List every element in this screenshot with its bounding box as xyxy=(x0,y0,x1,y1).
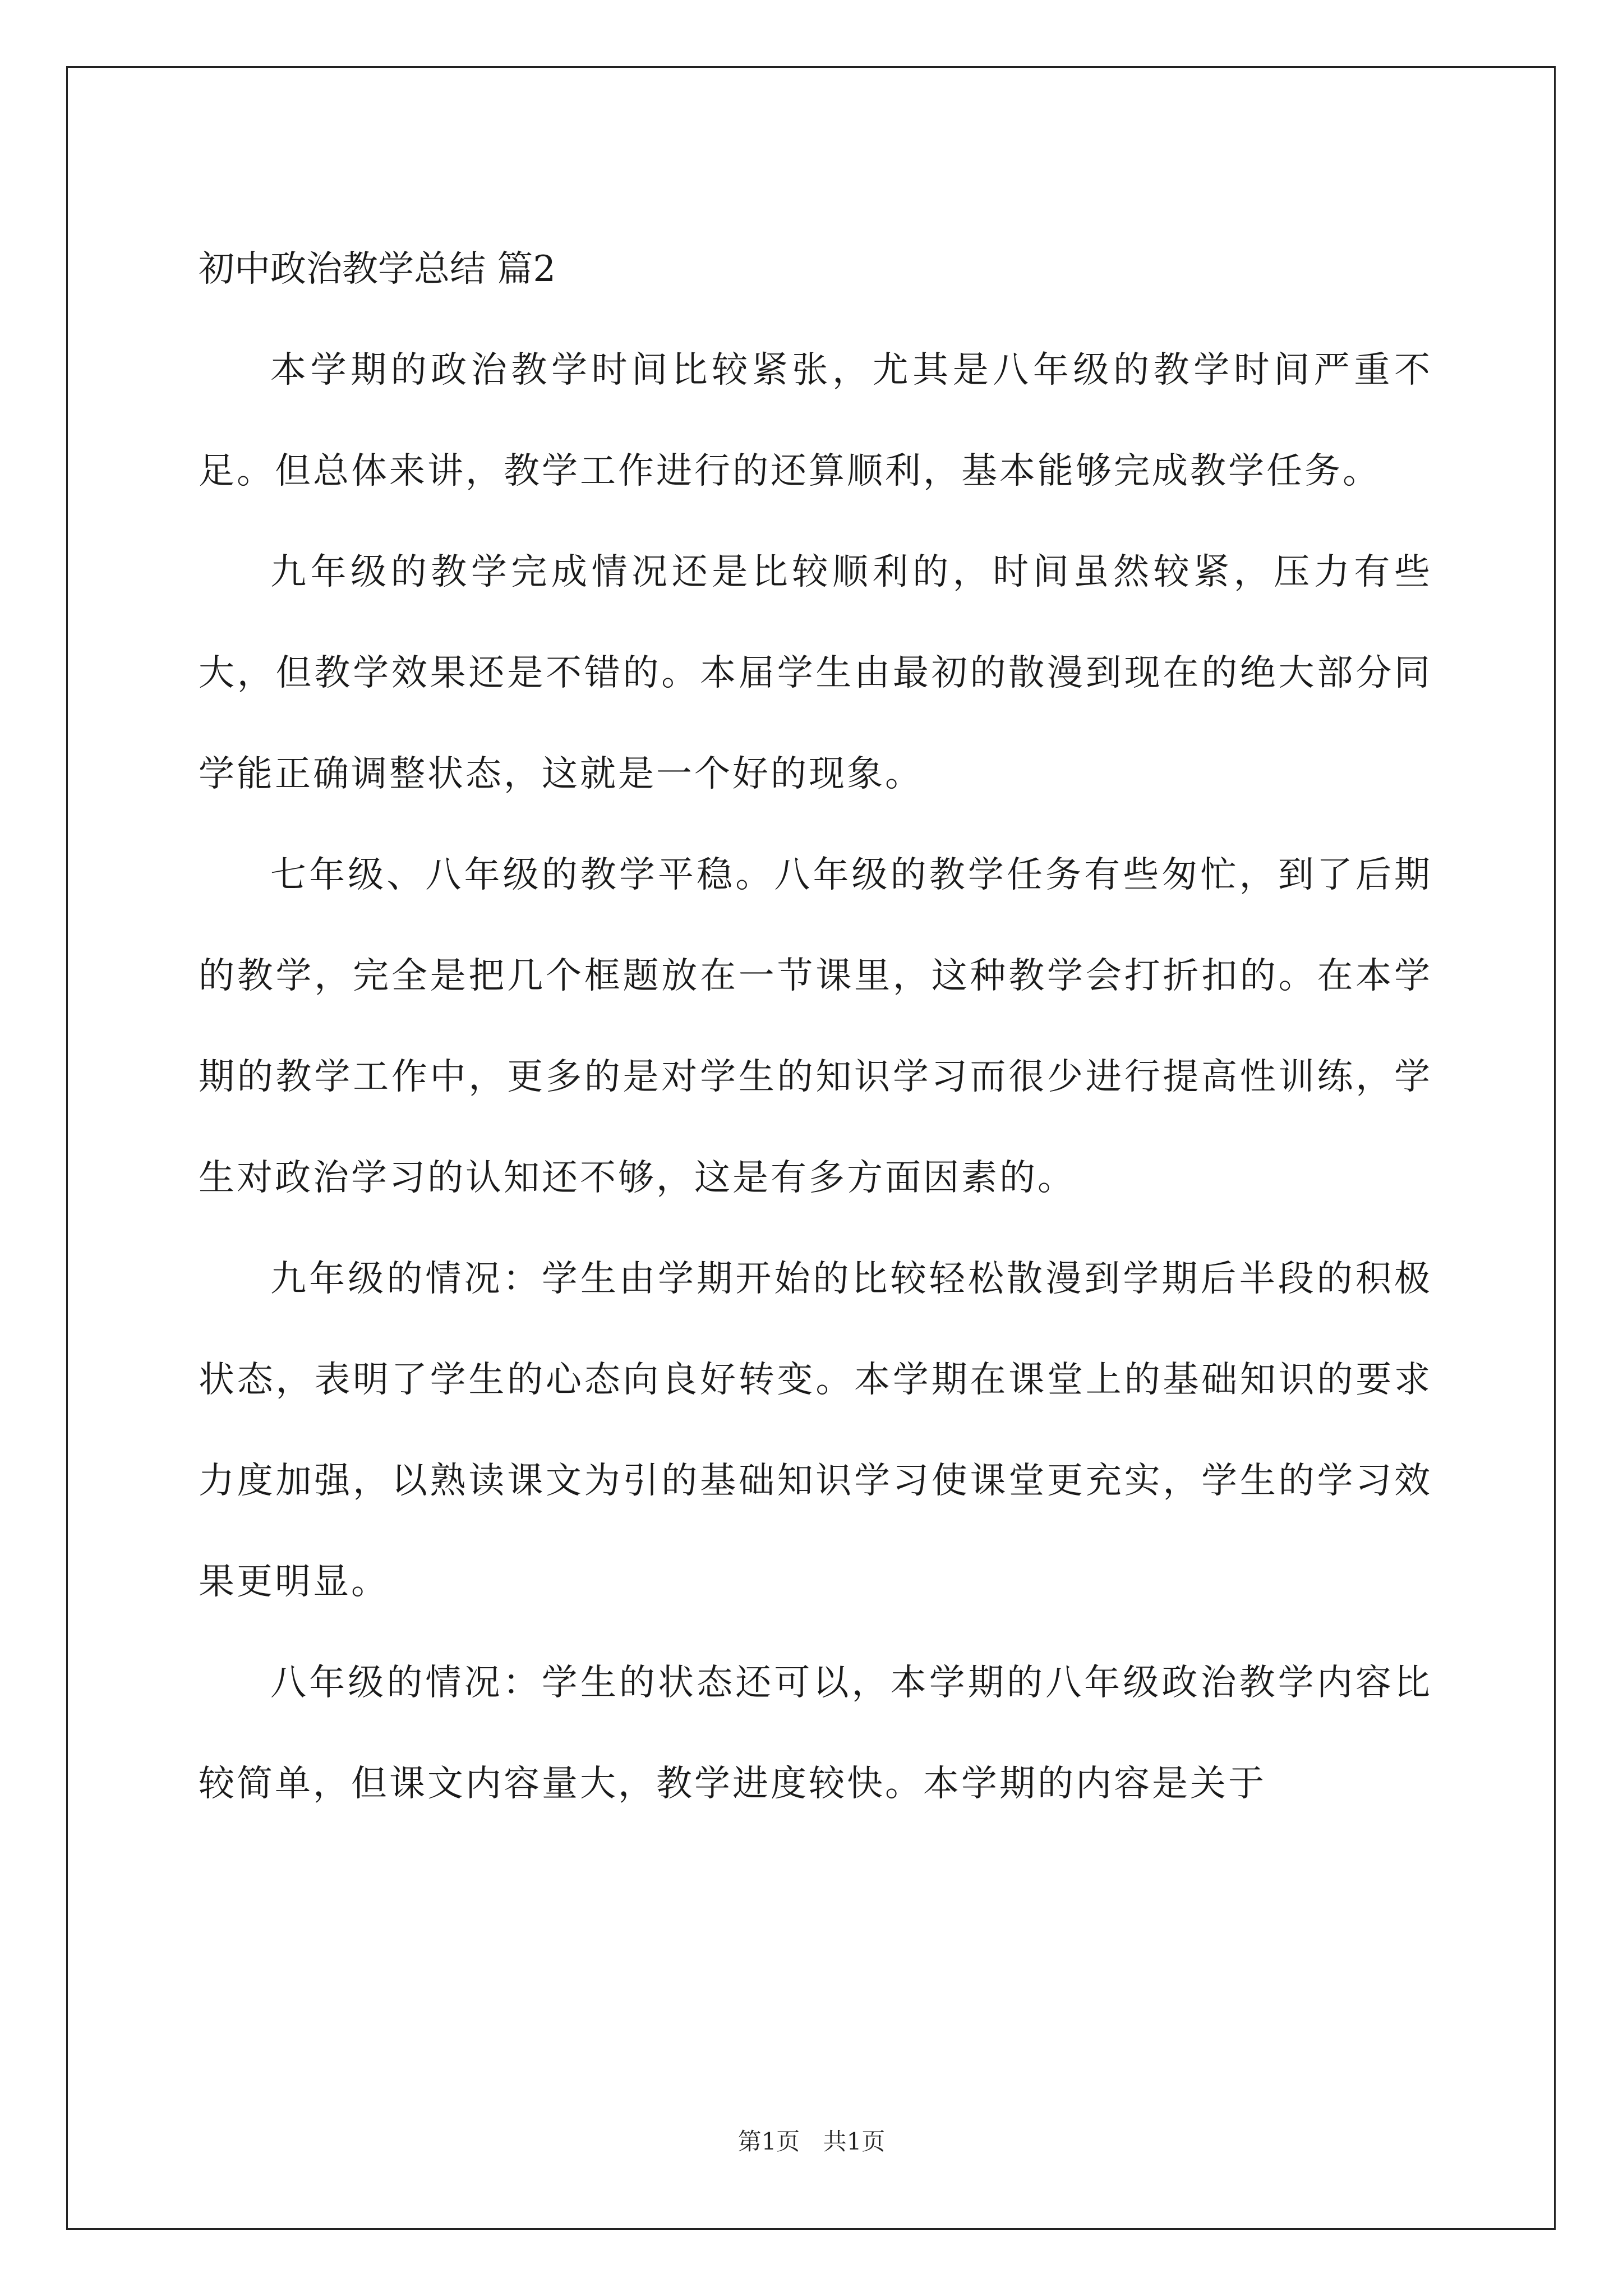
paragraph: 九年级的教学完成情况还是比较顺利的，时间虽然较紧，压力有些大，但教学效果还是不错的。本届学生由最初的散漫到现在的绝大部分同学能正确调整状态，这就是一个好的现象。 xyxy=(199,551,1432,795)
paragraph: 本学期的政治教学时间比较紧张，尤其是八年级的教学时间严重不足。但总体来讲，教学工作进行的还算顺利，基本能够完成教学任务。 xyxy=(199,349,1432,492)
paragraph: 八年级的情况：学生的状态还可以，本学期的八年级政治教学内容比较简单，但课文内容量大，教学进度较快。本学期的内容是关于 xyxy=(199,1662,1432,1805)
document-body xyxy=(199,219,1432,1834)
paragraph: 九年级的情况：学生由学期开始的比较轻松散漫到学期后半段的积极状态，表明了学生的心态向良好转变。本学期在课堂上的基础知识的要求力度加强，以熟读课文为引的基础知识学习使课堂更充实，学生的学习效果更明显。 xyxy=(199,1258,1432,1603)
document-title: 初中政治教学总结 篇2 xyxy=(199,249,556,290)
page-number-current: 第1页 xyxy=(737,2128,800,2155)
page-number-total: 共1页 xyxy=(823,2128,886,2155)
page-footer xyxy=(0,2125,1623,2159)
paragraph: 七年级、八年级的教学平稳。八年级的教学任务有些匆忙，到了后期的教学，完全是把几个框题放在一节课里，这种教学会打折扣的。在本学期的教学工作中，更多的是对学生的知识学习而很少进行提高性训练，学生对政治学习的认知还不够，这是有多方面因素的。 xyxy=(199,854,1432,1199)
